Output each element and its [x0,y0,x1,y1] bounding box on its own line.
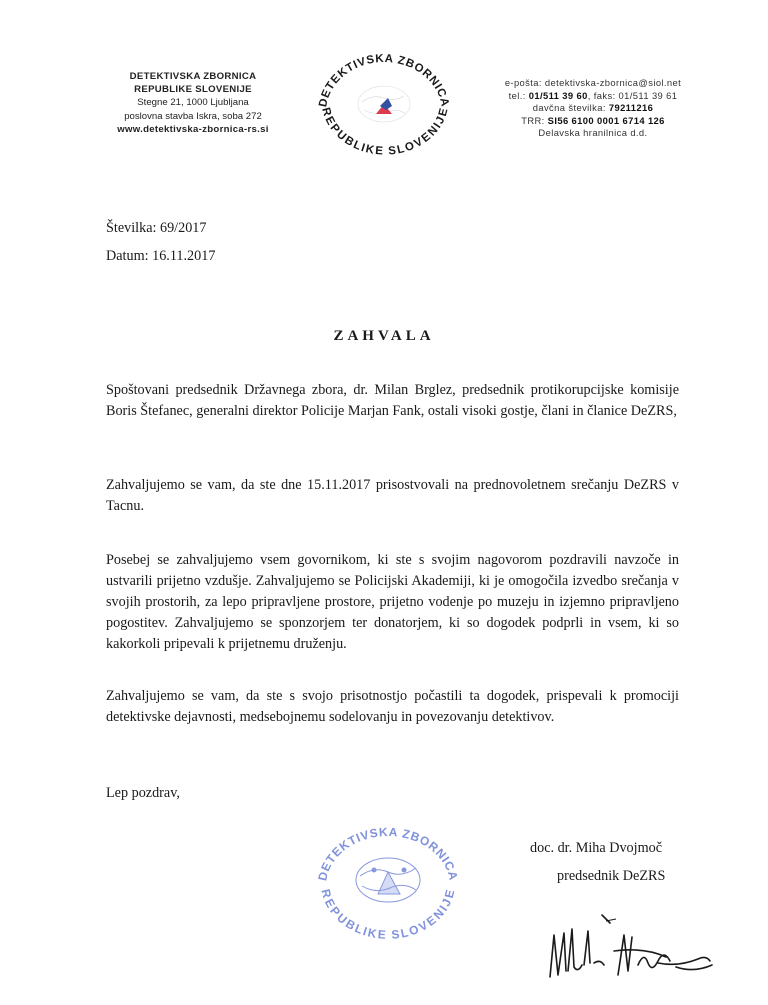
svg-text:DETEKTIVSKA ZBORNICA [317,53,451,108]
phone-label: tel.: [508,89,529,101]
tax-line [478,102,708,115]
greeting: Lep pozdrav, [106,785,180,801]
signer-name: doc. dr. Miha Dvojmoč [530,840,663,856]
paragraph-salutation: Spoštovani predsednik Državnega zbora, dr. Milan Brglez, predsednik protikorupcijske komisije Boris Štefanec, generalni direktor Policije Marjan Fank, ostali visoki gostje, člani in članice DeZRS, [106,382,679,419]
stamp-text-bottom: REPUBLIKE SLOVENIJE [318,887,458,940]
document-number: Številka: 69/2017 [106,220,207,236]
trr-number: SI56 6100 0001 6714 126 [547,114,665,126]
logo-emblem-icon [358,86,410,122]
signer-role: predsednik DeZRS [557,868,666,884]
paragraph-closing-thanks: Zahvaljujemo se vam, da ste s svojo prisotnostjo počastili ta dogodek, prispevali k promociji detektivske dejavnosti, medsebojnemu sodelovanju in povezovanju detektivov. [106,688,679,725]
phone-line [478,90,708,103]
website-text: www.detektivska-zbornica-rs.si [117,123,269,135]
fax-text: , faks: 01/511 39 61 [587,89,678,101]
address-line2: poslovna stavba Iskra, soba 272 [124,110,262,122]
paragraph-thanks-attendance: Zahvaljujemo se vam, da ste dne 15.11.2017 prisostvovali na prednovoletnem srečanju DeZRS v Tacnu. [106,477,679,514]
svg-text:REPUBLIKE SLOVENIJE [318,888,457,940]
stamp-text-top: DETEKTIVSKA ZBORNICA [315,824,461,883]
trr-label: TRR: [521,114,548,126]
document-title: ZAHVALA [333,328,435,344]
tax-number: 79211216 [608,102,654,114]
phone-number: 01/511 39 60 [528,89,588,101]
address-line1: Stegne 21, 1000 Ljubljana [137,97,249,109]
bank-name: Delavska hranilnica d.d. [538,127,648,139]
letterhead-organization [98,70,288,136]
org-name-line2: REPUBLIKE SLOVENIJE [134,84,252,96]
org-name-line1: DETEKTIVSKA ZBORNICA [129,71,257,82]
handwritten-signature [540,905,720,995]
letterhead-contacts [478,77,708,140]
svg-text:REPUBLIKE SLOVENIJE [319,106,450,157]
email-text: e-pošta: detektivska-zbornica@siol.net [504,77,682,88]
logo-text-top: DETEKTIVSKA ZBORNICA [317,52,451,109]
tax-label: davčna številka: [532,102,609,114]
bank-account-line [478,115,708,128]
paragraph-thanks-speakers: Posebej se zahvaljujemo vsem govornikom, ki ste s svojim nagovorom pozdravili navzoče in ustvarili prijetno vzdušje. Zahvaljujemo se Policijski Akademiji, ki je omogočila izvedbo srečanja v svojih prostorih, za lepo pripravljene prostore, prijetno vodenje po muzeju in izjemno pripravljeno pogostitev. Zahvaljujemo se sponzorjem ter donatorjem, ki so dogodek podprli in vsem, ki so kakorkoli pripevali k prijetnemu druženju. [106,552,679,652]
stamp-emblem-icon [356,858,420,902]
logo-text-bottom: REPUBLIKE SLOVENIJE [319,106,451,158]
official-stamp [308,820,468,940]
organization-logo [300,42,468,158]
document-date: Datum: 16.11.2017 [106,248,216,264]
